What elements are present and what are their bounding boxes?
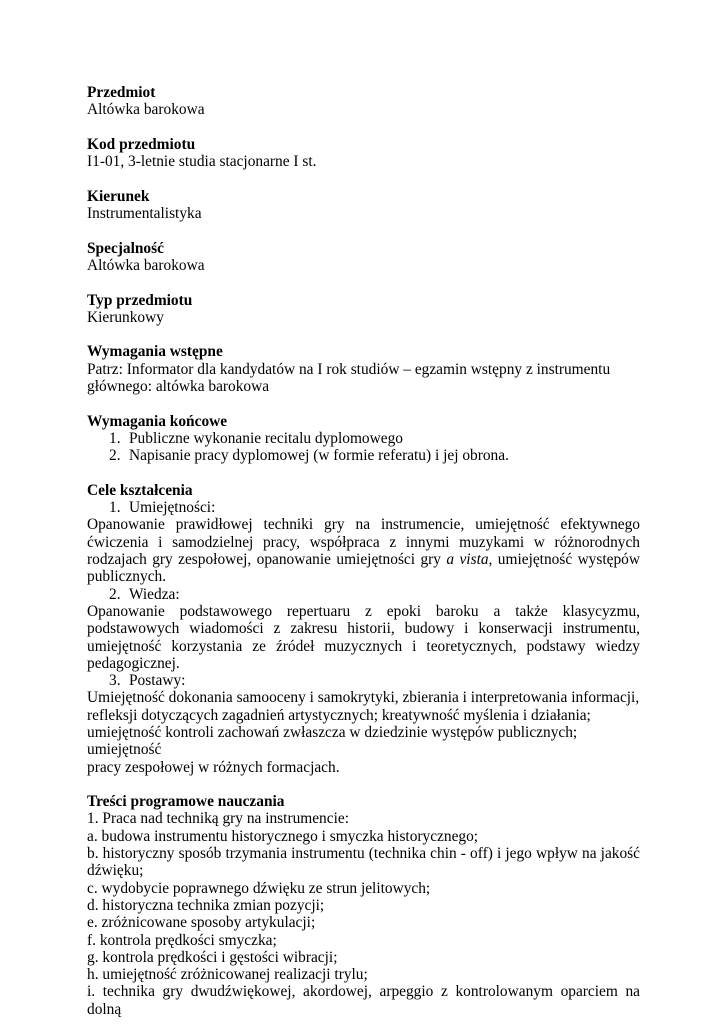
list-item: c. wydobycie poprawnego dźwięku ze strun jelitowych; <box>87 879 431 897</box>
list-item: i. technika gry dwudźwiękowej, akordowej, arpeggio z kontrolowanym oparciem na dolną <box>87 983 640 1018</box>
item-title: Postawy: <box>129 672 186 690</box>
numbered-item <box>87 499 640 516</box>
section-wymagania-koncowe <box>87 413 640 465</box>
paragraph-text: Opanowanie prawidłowej techniki gry na instrumencie, umiejętność efektywnego ćwiczenia i samodzielnej pracy, współpraca z innymi muzykami w różnorodnych rodzajach gry zespołowej, opanowanie umiejętności gry <box>87 516 640 569</box>
section-heading: Cele kształcenia <box>87 481 193 499</box>
italic-term: a vista <box>446 551 489 569</box>
list-item: a. budowa instrumentu historycznego i smyczka historycznego; <box>87 827 479 845</box>
section-heading: Treści programowe nauczania <box>87 793 285 811</box>
section-przedmiot <box>87 84 640 119</box>
numbered-item <box>87 672 640 689</box>
numbered-item <box>87 430 640 447</box>
item-title: Wiedza: <box>129 585 180 603</box>
item-text: Napisanie pracy dyplomowej (w formie referatu) i jej obrona. <box>129 447 509 465</box>
section-tresci-programowe <box>87 793 640 1018</box>
document-page <box>87 84 640 1018</box>
item-number: 3. <box>109 672 121 690</box>
list-item-continuation: dźwięku; <box>87 862 144 880</box>
list-item: e. zróżnicowane sposoby artykulacji; <box>87 914 316 932</box>
section-heading: Wymagania wstępne <box>87 343 223 361</box>
section-text-line: głównego: altówka barokowa <box>87 378 270 396</box>
paragraph-text: , umiejętność występów publicznych. <box>87 551 640 586</box>
numbered-item <box>87 447 640 464</box>
list-item: g. kontrola prędkości i gęstości wibracji; <box>87 948 338 966</box>
item-number: 2. <box>109 585 121 603</box>
list-item: f. kontrola prędkości smyczka; <box>87 931 277 949</box>
section-typ-przedmiotu <box>87 292 640 327</box>
section-value: Instrumentalistyka <box>87 205 202 223</box>
section-value: Altówka barokowa <box>87 256 205 274</box>
item-number: 2. <box>109 447 121 465</box>
section-heading: Specjalność <box>87 239 164 257</box>
section-value: Altówka barokowa <box>87 101 205 119</box>
section-heading: Kod przedmiotu <box>87 135 196 153</box>
paragraph-line: pracy zespołowej w różnych formacjach. <box>87 758 340 776</box>
item-number: 1. <box>109 499 121 517</box>
section-wymagania-wstepne <box>87 343 640 395</box>
paragraph-line: refleksji dotyczących zagadnień artystycznych; kreatywność myślenia i działania; <box>87 706 591 724</box>
section-kierunek <box>87 188 640 223</box>
paragraph-umiejetnosci <box>87 516 640 585</box>
list-item: h. umiejętność zróżnicowanej realizacji trylu; <box>87 966 368 984</box>
section-heading: Przedmiot <box>87 84 156 101</box>
paragraph-line: Umiejętność dokonania samooceny i samokrytyki, zbierania i interpretowania informacji, <box>87 689 640 707</box>
section-kod-przedmiotu <box>87 136 640 171</box>
item-number: 1. <box>109 429 121 447</box>
section-text-line: Patrz: Informator dla kandydatów na I rok studiów – egzamin wstępny z instrumentu <box>87 360 611 378</box>
list-intro: 1. Praca nad techniką gry na instrumencie: <box>87 810 349 828</box>
section-heading: Typ przedmiotu <box>87 291 193 309</box>
list-item: d. historyczna technika zmian pozycji; <box>87 896 325 914</box>
section-value: I1-01, 3-letnie studia stacjonarne I st. <box>87 153 317 171</box>
section-heading: Kierunek <box>87 187 150 205</box>
item-title: Umiejętności: <box>129 499 216 517</box>
item-text: Publiczne wykonanie recitalu dyplomowego <box>129 429 403 447</box>
list-item: b. historyczny sposób trzymania instrumentu (technika chin - off) i jego wpływ na jakość <box>87 845 640 863</box>
paragraph-wiedza: Opanowanie podstawowego repertuaru z epoki baroku a także klasycyzmu, podstawowych wiadomości z zakresu historii, budowy i konserwacji instrumentu, umiejętność korzystania ze źródeł muzycznych i teoretycznych, podstawy wiedzy pedagogicznej. <box>87 602 640 672</box>
section-heading: Wymagania końcowe <box>87 412 228 430</box>
paragraph-line: umiejętność kontroli zachowań zwłaszcza w dziedzinie występów publicznych; umiejętność <box>87 723 578 759</box>
section-value: Kierunkowy <box>87 308 164 326</box>
section-cele-ksztalcenia <box>87 482 640 776</box>
section-specjalnosc <box>87 240 640 275</box>
numbered-item <box>87 586 640 603</box>
